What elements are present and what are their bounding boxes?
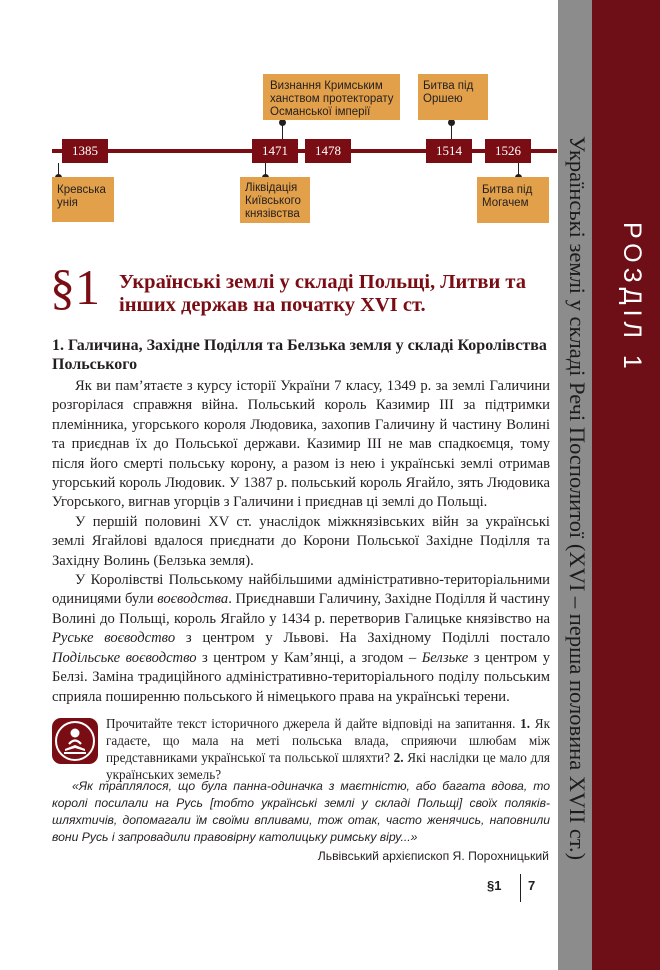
term: Подільське воєводство [52, 649, 197, 666]
footer-section: §1 [487, 878, 502, 893]
body-text [52, 377, 550, 707]
body-paragraph: У Королівстві Польському найбільшими адміністративно-територіальними одиницями були воєводства. Приєднавши Галичину, Західне Поділля й частину Волині до Польщі, король Ягайло у 1434 р. перетворив Галицьке князівство на Руське воєводство з центром у Львові. На Західному Поділлі постало Подільське воєводство з центром у Кам’янці, а згодом – Белзьке з центром у Белзі. Заміна традиційного адміністративно-територіального поділу польським сприяла поширенню польського й німецького права на українські терени. [52, 572, 551, 705]
footer-divider [520, 874, 521, 902]
section-label: РОЗДІЛ 1 [618, 222, 646, 374]
paragraph-sign: §1 [50, 259, 100, 315]
timeline-event: Битва під Могачем [477, 177, 549, 223]
timeline-event: Битва під Оршею [418, 74, 488, 120]
timeline-year: 1526 [485, 139, 531, 163]
page-number: 7 [528, 878, 536, 893]
section-side-band [592, 0, 660, 970]
timeline-year: 1514 [426, 139, 472, 163]
timeline-event: Кревська унія [52, 177, 114, 222]
timeline-year: 1385 [62, 139, 108, 163]
body-paragraph: У першій половині XV ст. унаслідок міжкнязівських війн за українські землі Ягайлові вдалося приєднати до Корони Польської Західне Поділля та Західну Волинь (Белзька земля). [52, 513, 550, 569]
subsection-heading: 1. Галичина, Західне Поділля та Белзька земля у складі Королівства Польського [52, 337, 547, 373]
timeline-year: 1471 [252, 139, 298, 163]
body-paragraph: Як ви пам’ятаєте з курсу історії України 7 класу, 1349 р. за землі Галичини розгорілася справжня війна. Польський король Казимир ІІІ за підтримки племінника, угорського короля Людовика, захопив Галичину й частину Волині та приєднав їх до Польської держави. Казимир ІІІ не мав спадкоємця, тому після його смерті польську корону, а разом із нею і українські землі отримав угорський король Людовик. У 1387 р. польський король Ягайло, зять Людовика Угорського, вигнав угорців з Галичини і приєднав ці землі до Польщі. [52, 378, 550, 511]
timeline-event: Визнання Кримським ханством протекторату Османської імперії [263, 74, 400, 120]
source-quote: «Як траплялося, що була панна-одиначка з маєтністю, або багата вдова, то королі посилали на Русь [тобто українські землі у складі Польщі] своїх поляків-шляхтичів, допомагали їм своїми впливами, тож отак, часто женячись, наповнили вони Русь і запровадили правовірну католицьку римську віру...» [52, 779, 550, 844]
timeline-event: Ліквідація Київського князівства [240, 177, 310, 223]
term: воєводства [157, 591, 229, 608]
task-text: Прочитайте текст історичного джерела й дайте відповіді на запитання. 1. Як гадаєте, що мала на меті польська влада, сприяючи шлюбам між представниками української та польської шляхти? 2. Які наслідки це мало для українських земель? [106, 716, 550, 782]
timeline-dot [279, 119, 286, 126]
chapter-subtitle: Українські землі у складі Речі Посполитої (XVI – перша половина XVII ст.) [565, 136, 590, 861]
term: Руське воєводство [52, 630, 176, 647]
paragraph-title: Українські землі у складі Польщі, Литви та інших держав на початку XVI ст. [119, 271, 527, 316]
timeline-year: 1478 [305, 139, 351, 163]
quote-author: Львівський архієпископ Я. Порохницький [317, 849, 549, 863]
term: Белзьке [421, 649, 469, 666]
reading-person-icon [52, 718, 98, 764]
timeline-dot [448, 119, 455, 126]
